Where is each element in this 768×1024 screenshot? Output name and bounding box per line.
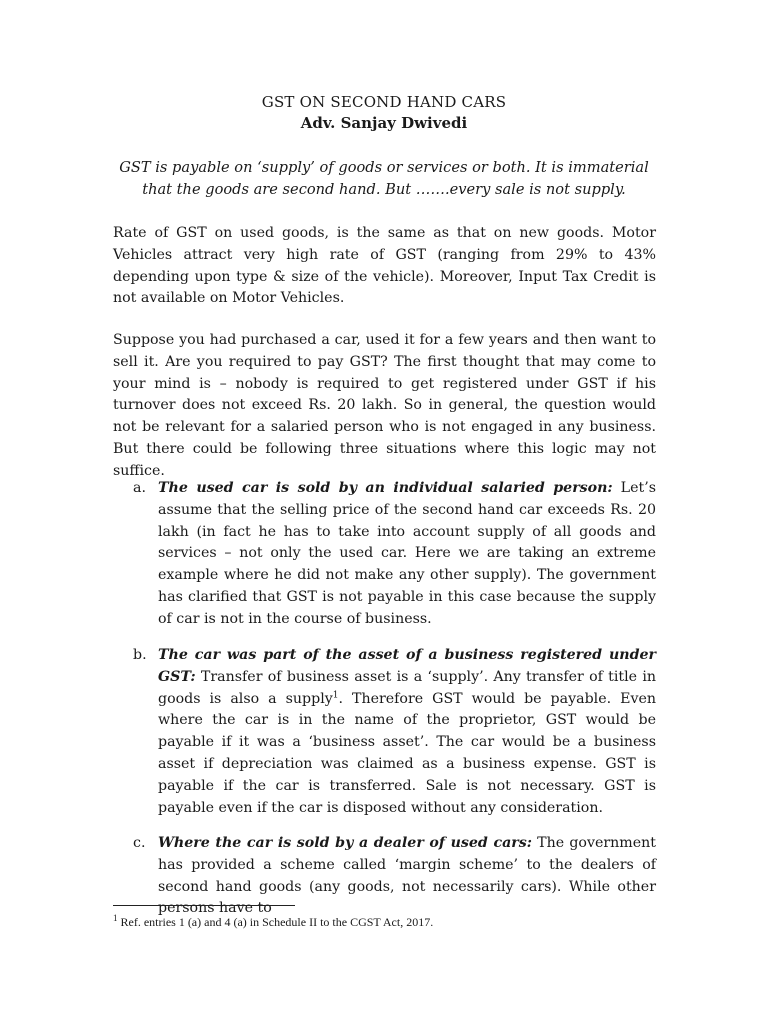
list-item-lead: The car was part of the asset of a business registered under GST: (158, 647, 656, 685)
footnote-text: Ref. entries 1 (a) and 4 (a) in Schedule II to the CGST Act, 2017. (117, 915, 434, 929)
list-item-lead: Where the car is sold by a dealer of used cars: (158, 835, 532, 851)
list-item-body (158, 478, 656, 631)
list-item-text: Transfer of business asset is a ‘supply’. Any transfer of title in goods is also a supply (158, 668, 656, 707)
list-item-body (158, 645, 656, 819)
footnote (113, 915, 433, 930)
list-item-body (158, 833, 656, 920)
document-author: Adv. Sanjay Dwivedi (300, 114, 468, 132)
list-marker: a. (133, 480, 146, 496)
intro-statement: GST is payable on ‘supply’ of goods or services or both. It is immaterial that the goods are second hand. But …….every sale is not supply. (119, 159, 649, 198)
paragraph-selling-used-car: Suppose you had purchased a car, used it for a few years and then want to sell it. Are you required to pay GST? The first thought that may come to your mind is – nobody is required to get registered under GST if his turnover does not exceed Rs. 20 lakh. So in general, the question would not be relevant for a salaried person who is not engaged in any business. But there could be following three situations where this logic may not suffice. (113, 332, 656, 479)
footnote-divider (113, 905, 295, 906)
footnote-number: 1 (113, 913, 118, 923)
list-item-text-continued: . Therefore GST would be payable. Even where the car is in the name of the proprietor, GST would be payable if it was a ‘business asset’. The car would be a business asset if depreciation was claimed as a business expense. GST is payable if the car is transferred. Sale is not necessary. GST is payable even if the car is disposed without any consideration. (158, 690, 656, 816)
footnote-reference[interactable]: 1 (332, 689, 339, 700)
list-marker: c. (133, 835, 146, 851)
list-marker: b. (133, 647, 147, 663)
paragraph-rate-of-gst: Rate of GST on used goods, is the same as that on new goods. Motor Vehicles attract very high rate of GST (ranging from 29% to 43% depending upon type & size of the vehicle). Moreover, Input Tax Credit is not available on Motor Vehicles. (113, 225, 656, 307)
list-item-text: The government has provided a scheme called ‘margin scheme’ to the dealers of second hand goods (any goods, not necessarily cars). While other persons have to (158, 835, 656, 917)
document-title: GST ON SECOND HAND CARS (261, 93, 507, 111)
list-item-text: Let’s assume that the selling price of the second hand car exceeds Rs. 20 lakh (in fact he has to take into account supply of all goods and services – not only the used car. Here we are taking an extreme example where he did not make any other supply). The government has clarified that GST is not payable in this case because the supply of car is not in the course of business. (158, 480, 656, 627)
list-item-lead: The used car is sold by an individual salaried person: (158, 480, 613, 496)
